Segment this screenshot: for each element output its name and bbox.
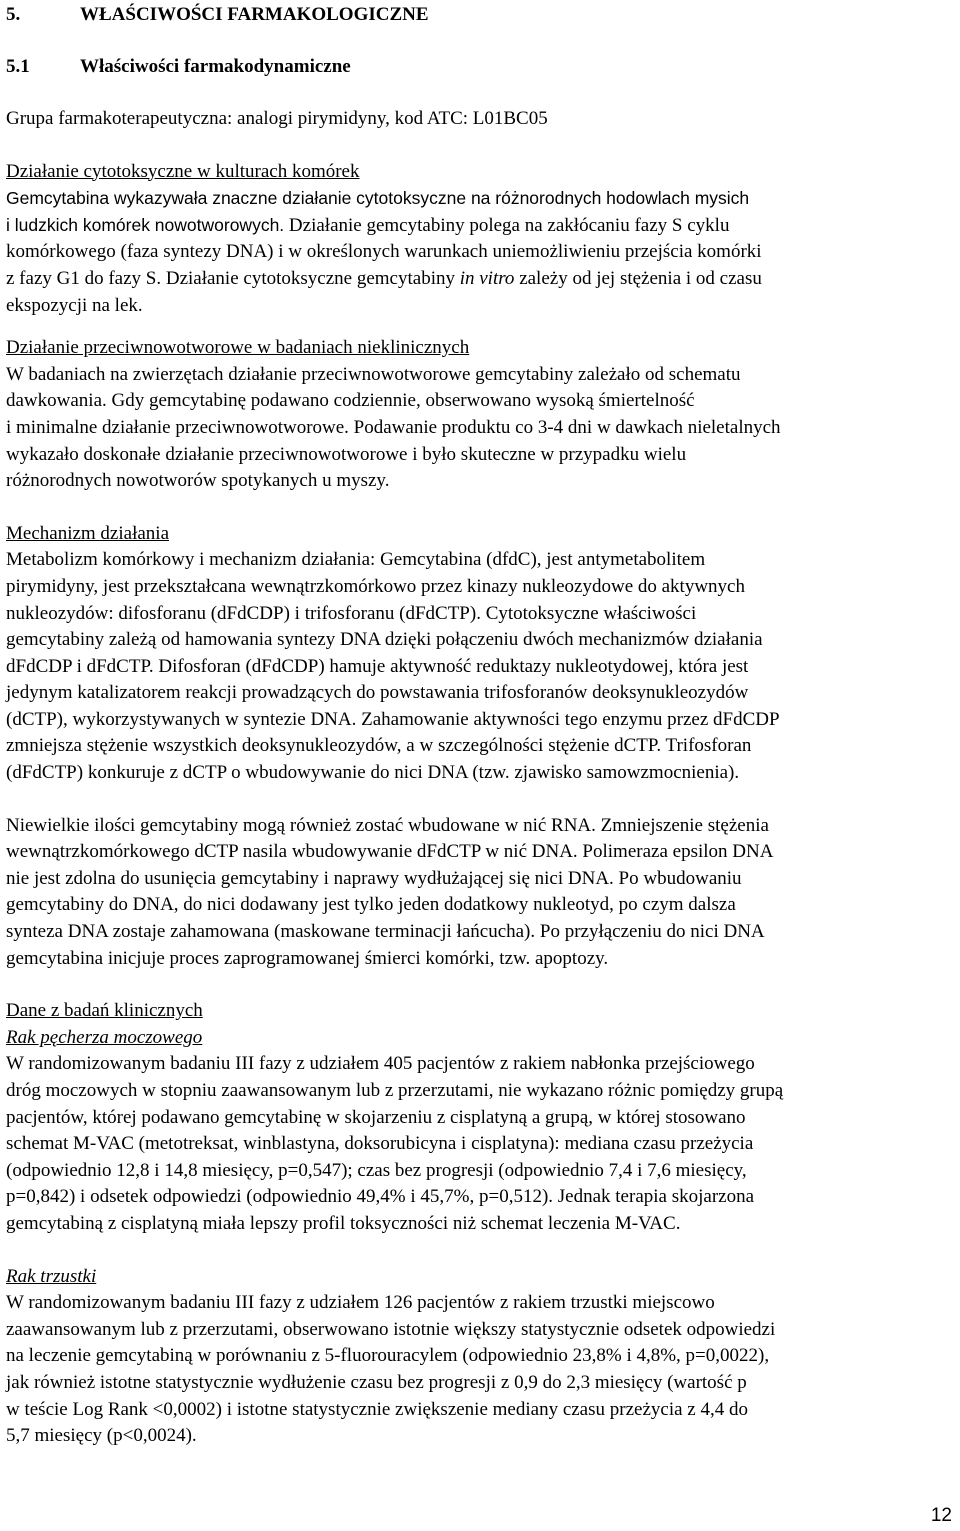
pancreas-line: W randomizowanym badaniu III fazy z udziałem 126 pacjentów z rakiem trzustki miejscowo (6, 1292, 715, 1314)
cytotox-line (6, 212, 954, 240)
antitumor-line: W badaniach na zwierzętach działanie przeciwnowotworowe gemcytabiny zależało od schematu (6, 363, 741, 385)
atc-line: Grupa farmakoterapeutyczna: analogi pirymidyny, kod ATC: L01BC05 (6, 108, 548, 129)
bladder-line: (odpowiednio 12,8 i 14,8 miesięcy, p=0,547); czas bez progresji (odpowiednio 7,4 i 7,6 miesięcy, (6, 1159, 747, 1181)
pancreas-line: jak również istotne statystycznie wydłużenie czasu bez progresji z 0,9 do 2,3 miesięcy (wartość p (6, 1371, 747, 1393)
bladder-heading: Rak pęcherza moczowego (6, 1026, 203, 1048)
antitumor-line: dawkowania. Gdy gemcytabinę podawano codziennie, obserwowano wysoką śmiertelność (6, 390, 695, 412)
mechanism-line: dFdCDP i dFdCTP. Difosforan (dFdCDP) hamuje aktywność reduktazy nukleotydowej, która jest (6, 655, 749, 677)
mechanism-line: (dCTP), wykorzystywanych w syntezie DNA. Zahamowanie aktywności tego enzymu przez dFdCDP (6, 708, 780, 730)
mechanism-line: gemcytabiny zależą od hamowania syntezy DNA dzięki połączeniu dwóch mechanizmów działania (6, 629, 763, 651)
cytotox-text-sans: i ludzkich komórek nowotworowych. (6, 214, 285, 235)
mechanism-line: (dFdCTP) konkuruje z dCTP o wbudowywanie do nici DNA (tzw. zjawisko samowzmocnienia). (6, 762, 740, 784)
mechanism-line: gemcytabiny do DNA, do nici dodawany jest tylko jeden dodatkowy nukleotyd, po czym dalsza (6, 894, 736, 916)
antitumor-line: i minimalne działanie przeciwnowotworowe. Podawanie produktu co 3-4 dni w dawkach nieletalnych (6, 416, 781, 438)
subsection-title: Właściwości farmakodynamiczne (80, 56, 351, 77)
bladder-line: schemat M-VAC (metotreksat, winblastyna, doksorubicyna i cisplatyna): mediana czasu przeżycia (6, 1133, 754, 1155)
mechanism-line: pirymidyny, jest przekształcana wewnątrzkomórkowo przez kinazy nukleozydowe do aktywnych (6, 575, 745, 597)
cytotox-text: z fazy G1 do fazy S. Działanie cytotoksyczne gemcytabiny (6, 267, 460, 289)
mechanism-line: gemcytabina inicjuje proces zaprogramowanej śmierci komórki, tzw. apoptozy. (6, 947, 609, 969)
subsection-heading (6, 54, 954, 80)
cytotox-italic-text: in vitro (459, 267, 515, 289)
section-number: 5. (6, 4, 21, 25)
pancreas-line: zaawansowanym lub z przerzutami, obserwowano istotnie większy statystycznie odsetek odpowiedzi (6, 1318, 776, 1340)
cytotox-line: ekspozycji na lek. (6, 294, 143, 316)
mechanism-line: nukleozydów: difosforanu (dFdCDP) i trifosforanu (dFdCTP). Cytotoksyczne właściwości (6, 602, 697, 624)
subsection-number: 5.1 (6, 56, 30, 77)
cytotox-text: zależy od jej stężenia i od czasu (514, 267, 762, 289)
antitumor-heading: Działanie przeciwnowotworowe w badaniach nieklinicznych (6, 337, 470, 359)
bladder-line: gemcytabiną z cisplatyną miała lepszy profil toksyczności niż schemat leczenia M-VAC. (6, 1212, 681, 1234)
clinical-heading: Dane z badań klinicznych (6, 1000, 203, 1022)
section-title: WŁAŚCIWOŚCI FARMAKOLOGICZNE (80, 4, 429, 25)
pancreas-line: w teście Log Rank <0,0002) i istotne statystycznie zwiększenie mediany czasu przeżycia z 4,4 do (6, 1398, 748, 1420)
antitumor-line: wykazało doskonałe działanie przeciwnowotworowe i było skuteczne w przypadku wielu (6, 443, 687, 465)
antitumor-line: różnorodnych nowotworów spotykanych u myszy. (6, 470, 390, 492)
mechanism-heading: Mechanizm działania (6, 522, 170, 544)
cytotox-line (6, 266, 954, 293)
cytotox-line: Gemcytabina wykazywała znaczne działanie cytotoksyczne na różnorodnych hodowlach mysich (6, 188, 750, 209)
mechanism-line: wewnątrzkomórkowego dCTP nasila wbudowywanie dFdCTP w nić DNA. Polimeraza epsilon DNA (6, 841, 774, 863)
pancreas-heading: Rak trzustki (6, 1265, 97, 1287)
mechanism-line: Niewielkie ilości gemcytabiny mogą również zostać wbudowane w nić RNA. Zmniejszenie stężenia (6, 814, 769, 836)
mechanism-line: nie jest zdolna do usunięcia gemcytabiny i naprawy wydłużającej się nici DNA. Po wbudowaniu (6, 867, 742, 889)
bladder-line: pacjentów, której podawano gemcytabinę w skojarzeniu z cisplatyną a grupą, w której stosowano (6, 1106, 746, 1128)
page-number: 12 (930, 1505, 952, 1526)
cytotox-heading: Działanie cytotoksyczne w kulturach komórek (6, 160, 360, 182)
pancreas-line: 5,7 miesięcy (p<0,0024). (6, 1425, 197, 1447)
section-heading (6, 2, 954, 28)
cytotox-line: komórkowego (faza syntezy DNA) i w określonych warunkach uniemożliwieniu przejścia komórki (6, 241, 762, 263)
mechanism-line: Metabolizm komórkowy i mechanizm działania: Gemcytabina (dfdC), jest antymetabolitem (6, 549, 706, 571)
mechanism-line: synteza DNA zostaje zahamowana (maskowane terminacji łańcucha). Po przyłączeniu do nici DNA (6, 921, 765, 943)
mechanism-line: zmniejsza stężenie wszystkich deoksynukleozydów, a w szczególności stężenie dCTP. Trifosforan (6, 735, 752, 757)
bladder-line: p=0,842) i odsetek odpowiedzi (odpowiednio 49,4% i 45,7%, p=0,512). Jednak terapia skojarzona (6, 1186, 755, 1208)
pancreas-line: na leczenie gemcytabiną w porównaniu z 5-fluorouracylem (odpowiednio 23,8% i 4,8%, p=0,0022), (6, 1345, 770, 1367)
bladder-line: dróg moczowych w stopniu zaawansowanym lub z przerzutami, nie wykazano różnic pomiędzy grupą (6, 1080, 784, 1101)
mechanism-line: jedynym katalizatorem reakcji prowadzących do powstawania trifosforanów deoksynukleozydów (6, 682, 749, 704)
bladder-line: W randomizowanym badaniu III fazy z udziałem 405 pacjentów z rakiem nabłonka przejściowego (6, 1053, 755, 1075)
cytotox-text: Działanie gemcytabiny polega na zakłócaniu fazy S cyklu (284, 214, 730, 236)
